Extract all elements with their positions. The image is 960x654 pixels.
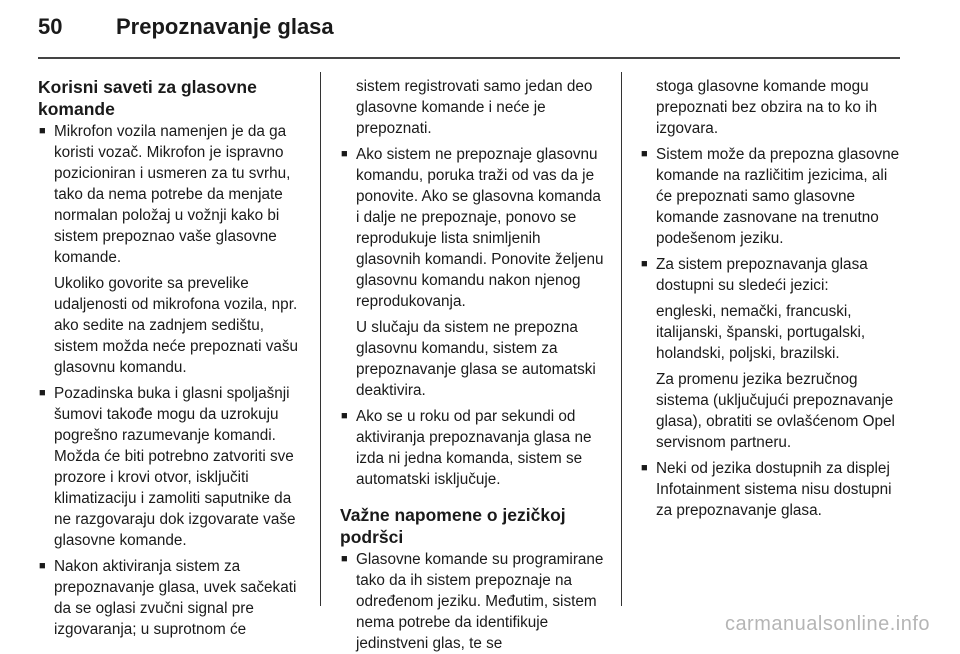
- paragraph: U slučaju da sistem ne prepozna glasovnu komandu, sistem za prepoznavanje glasa se automatski deaktivira.: [356, 319, 596, 399]
- header-rule: [38, 57, 900, 59]
- bullet-icon: ■: [341, 148, 348, 160]
- bullet-icon: ■: [641, 258, 648, 270]
- bullet-icon: ■: [641, 148, 648, 160]
- paragraph: Sistem može da prepozna glasovne komande na različitim jezicima, ali će prepoznati samo glasovne komande zasnovane na trenutno podešenom jeziku.: [656, 146, 900, 247]
- continuation-text: [640, 76, 904, 139]
- column-3: [640, 76, 904, 521]
- page-number: 50: [38, 14, 63, 39]
- list-item: [340, 144, 608, 401]
- paragraph: stoga glasovne komande mogu prepoznati bez obzira na to ko ih izgovara.: [656, 78, 878, 137]
- section-heading-voice-tips: Korisni saveti za glasovne komande: [38, 77, 257, 119]
- list-item: [640, 254, 904, 453]
- bullet-icon: ■: [39, 560, 46, 572]
- section-heading-language-support: Važne napomene o jezičkoj podršci: [340, 505, 566, 547]
- page-header: [38, 14, 334, 50]
- watermark: carmanualsonline.info: [724, 613, 930, 635]
- bullet-icon: ■: [341, 410, 348, 422]
- list-item: [38, 383, 308, 551]
- bullet-icon: ■: [39, 125, 46, 137]
- paragraph: Neki od jezika dostupnih za displej Infotainment sistema nisu dostupni za prepoznavanje glasa.: [656, 460, 892, 519]
- paragraph: Glasovne komande su programirane tako da ih sistem prepoznaje na određenom jeziku. Međutim, sistem nema potrebe da identifikuje jedinstveni glas, te se: [356, 551, 604, 652]
- paragraph: Mikrofon vozila namenjen je da ga koristi vozač. Mikrofon je ispravno pozicioniran i usmeren za tu svrhu, tako da nema potrebe da menjate normalan položaj u vožnji kako bi sistem prepoznao vaše glasovne komande.: [54, 123, 291, 266]
- paragraph: Ako sistem ne prepoznaje glasovnu komandu, poruka traži od vas da je ponovite. Ako se glasovna komanda i dalje ne prepoznaje, ponovo se reprodukuje lista snimljenih glasovnih komandi. Ponovite željenu glasovnu komandu nakon njenog reprodukovanja.: [356, 146, 604, 310]
- list-item: [38, 556, 308, 640]
- paragraph: Za sistem prepoznavanja glasa dostupni su sledeći jezici:: [656, 256, 868, 294]
- paragraph: Za promenu jezika bezručnog sistema (uključujući prepoznavanje glasa), obratiti se ovlašćenom Opel servisnom partneru.: [656, 371, 895, 451]
- paragraph: Pozadinska buka i glasni spoljašnji šumovi takođe mogu da uzrokuju pogrešno razumevanje komandi. Možda će biti potrebno zatvoriti sve prozore i krovi otvor, isključiti klimatizaciju i zamoliti saputnike da ne razgovaraju dok izgovarate vaše glasovne komande.: [54, 385, 296, 549]
- bullet-icon: ■: [39, 387, 46, 399]
- paragraph: Nakon aktiviranja sistem za prepoznavanje glasa, uvek sačekati da se oglasi zvučni signal pre izgovaranja; u suprotnom će: [54, 558, 297, 638]
- list-item: [38, 121, 308, 378]
- paragraph: Ukoliko govorite sa prevelike udaljenosti od mikrofona vozila, npr. ako sedite na zadnjem sedištu, sistem možda neće prepoznati vašu glasovnu komandu.: [54, 275, 299, 376]
- bullet-icon: ■: [641, 462, 648, 474]
- column-1: [38, 76, 308, 640]
- column-divider-2: [621, 72, 622, 606]
- column-2: [340, 76, 608, 654]
- continuation-text: [340, 76, 608, 139]
- paragraph: sistem registrovati samo jedan deo glasovne komande i neće je prepoznati.: [356, 78, 593, 137]
- column-divider-1: [320, 72, 321, 606]
- list-item: [640, 458, 904, 521]
- bullet-icon: ■: [341, 553, 348, 565]
- list-item: [640, 144, 904, 249]
- list-item: [340, 406, 608, 490]
- page-title: Prepoznavanje glasa: [116, 14, 334, 39]
- paragraph: Ako se u roku od par sekundi od aktiviranja prepoznavanja glasa ne izda ni jedna komanda, sistem se automatski isključuje.: [356, 408, 592, 488]
- list-item: [340, 549, 608, 654]
- paragraph: engleski, nemački, francuski, italijanski, španski, portugalski, holandski, poljski, brazilski.: [656, 303, 866, 362]
